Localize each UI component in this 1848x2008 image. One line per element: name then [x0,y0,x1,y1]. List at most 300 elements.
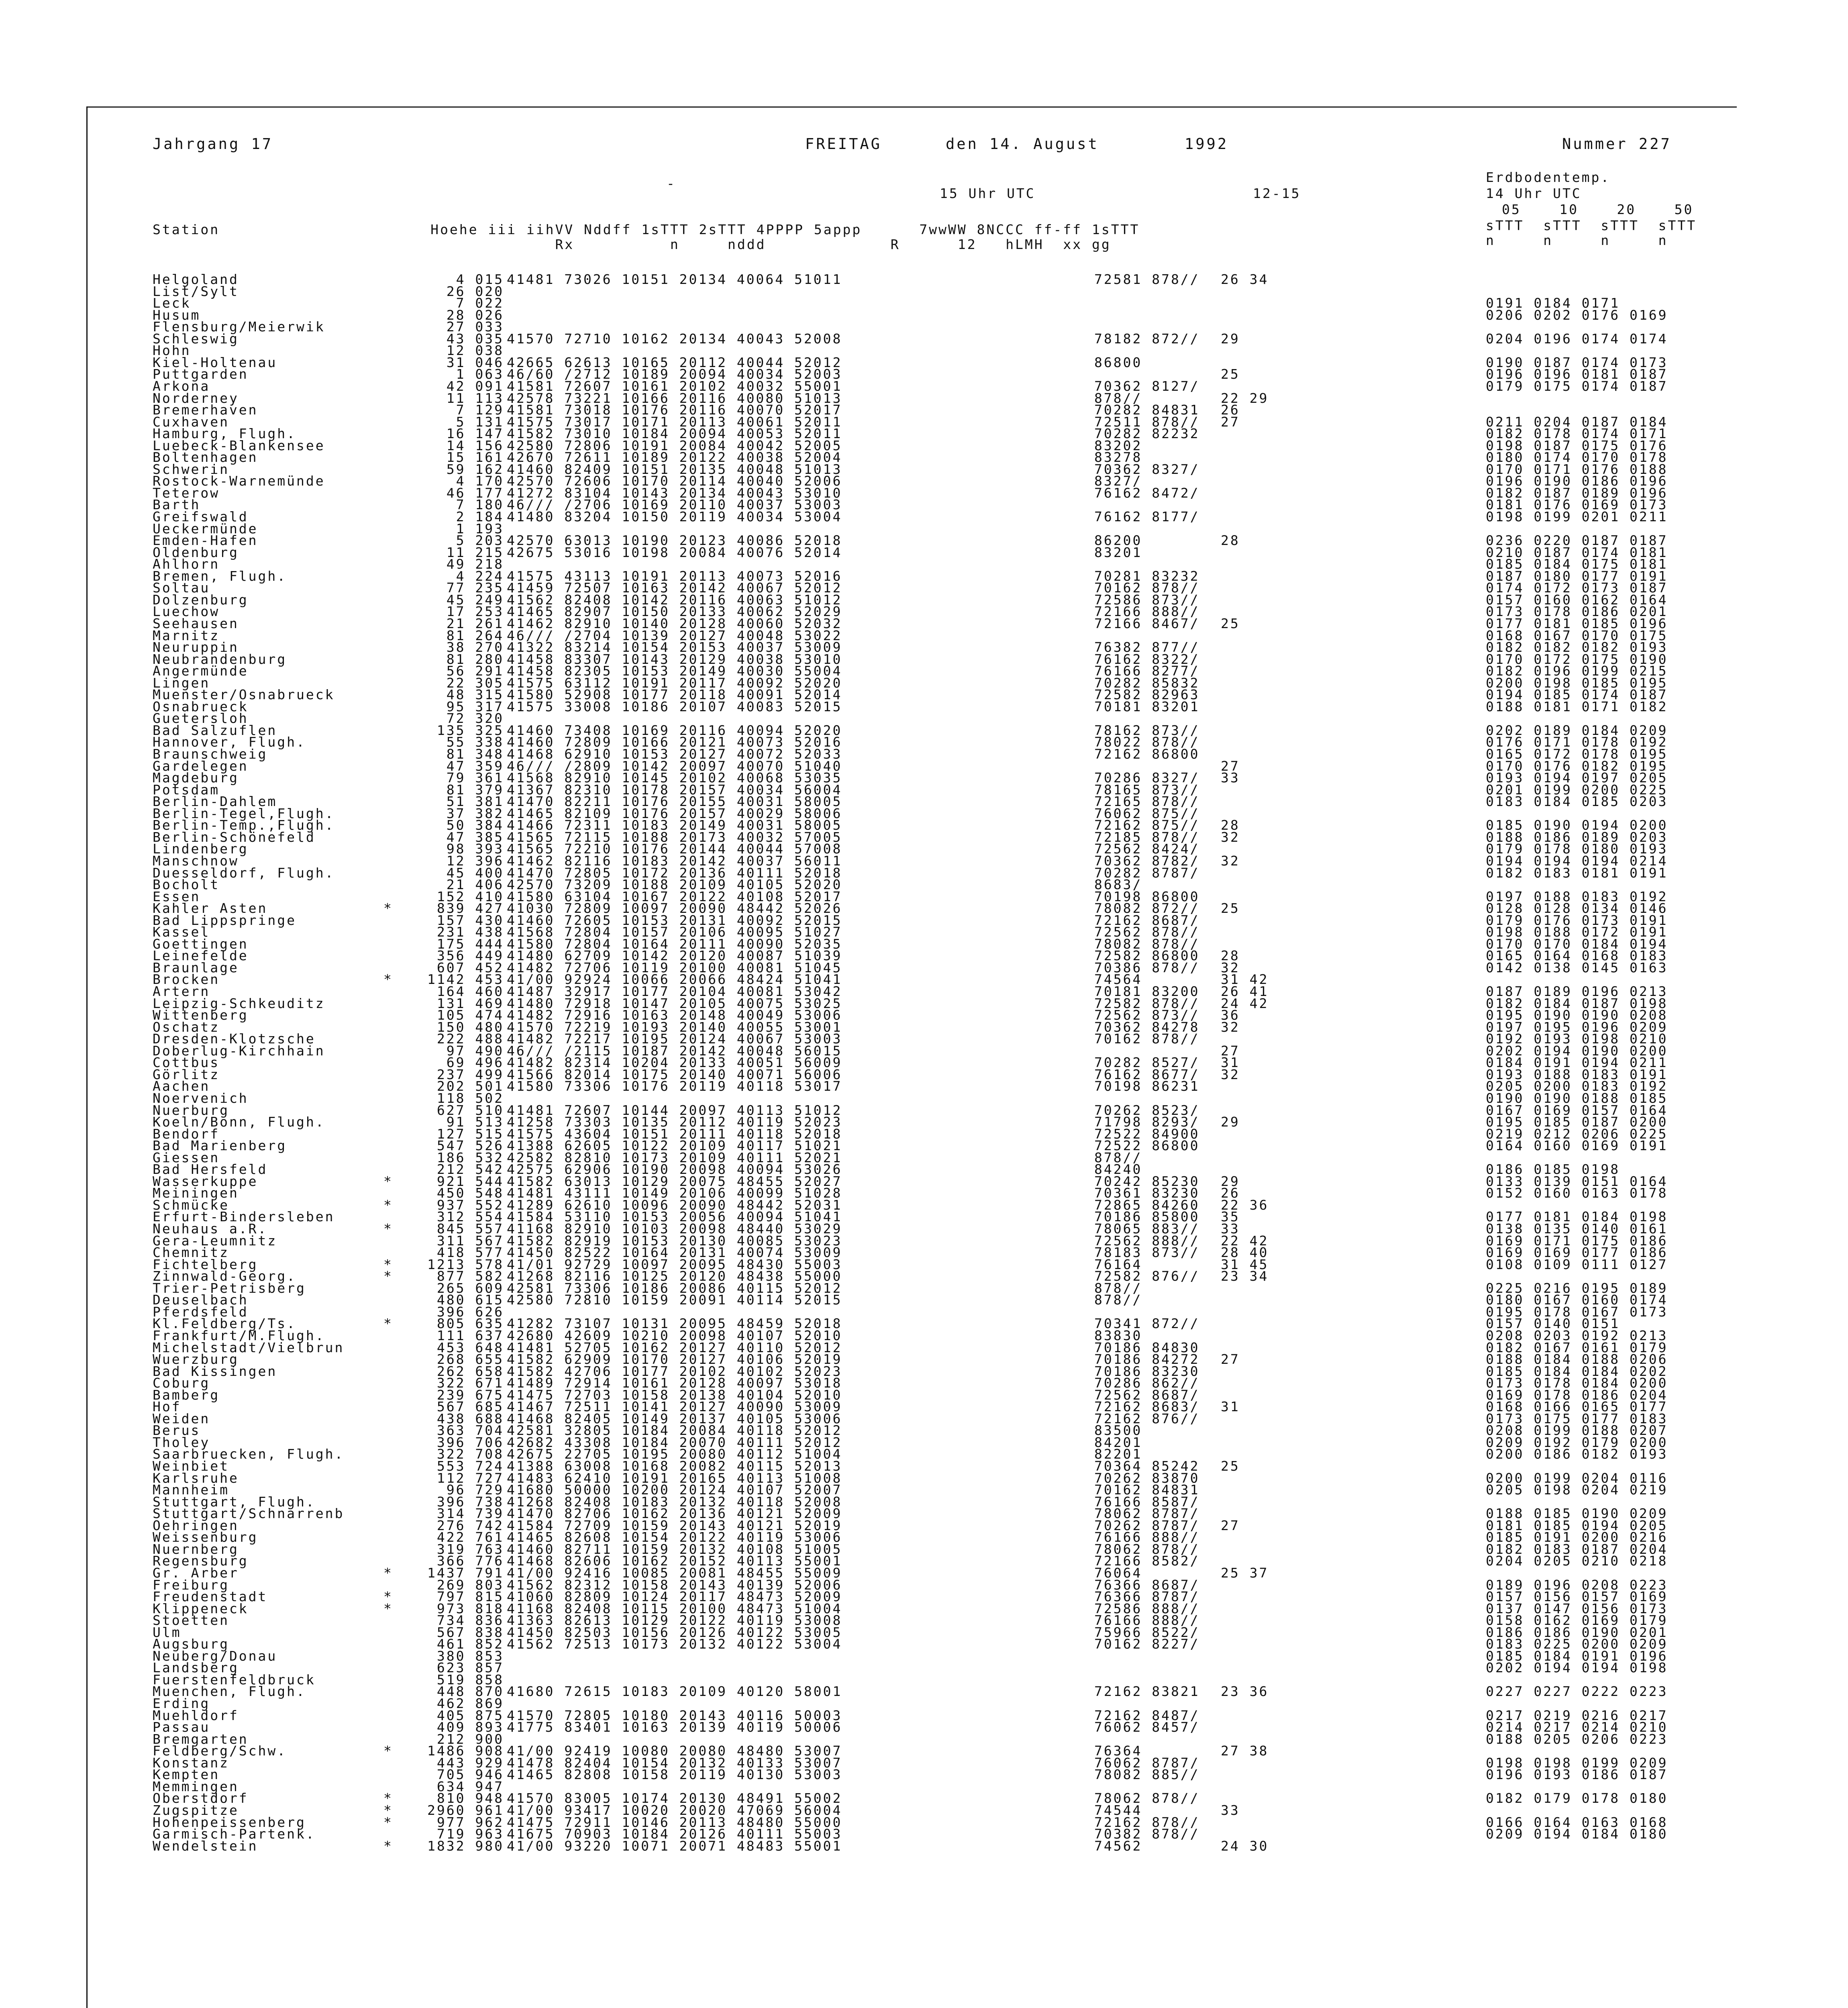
soil-temperatures: 0165 0172 0178 0195 [1486,746,1668,762]
station-name: Weissenburg [153,1529,258,1545]
station-name: Husum [153,307,201,323]
station-name: Bad Salzuflen [153,722,277,738]
station-name: Mannheim [153,1482,229,1498]
station-name: Hamburg, Flugh. [153,426,297,442]
soil-temperatures: 0185 0184 0184 0202 [1486,1363,1668,1379]
station-code: 623 857 [437,1660,504,1676]
station-name: Lindenberg [153,841,249,857]
station-name: Bad Marienberg [153,1138,287,1154]
wind-gusts: 29 [1221,1114,1240,1130]
additional-groups: 70362 8782/ [1094,853,1200,869]
soil-temperatures: 0177 0181 0185 0196 [1486,615,1668,631]
synop-groups: 41480 83204 10150 20119 40034 53004 [507,509,842,524]
synop-groups: 41465 82109 10176 20157 40029 58006 [507,805,842,821]
soil-temperatures: 0179 0178 0180 0193 [1486,841,1668,857]
station-code: 11 113 [446,390,504,406]
soil-temperatures: 0204 0205 0210 0218 [1486,1553,1668,1569]
soil-temperatures: 0179 0176 0173 0191 [1486,912,1668,928]
synop-groups: 41481 73026 10151 20134 40064 51011 [507,271,842,287]
mountain-marker: * [383,1589,393,1605]
soil-temperatures: 0198 0199 0201 0211 [1486,509,1668,524]
synop-groups: 41575 63112 10191 20117 40092 52020 [507,675,842,691]
soil-temperatures: 0225 0216 0195 0189 [1486,1280,1668,1296]
wind-gusts: 32 [1221,853,1240,869]
soil-temperatures: 0200 0198 0185 0195 [1486,675,1668,691]
station-code: 276 742 [437,1517,504,1533]
station-code: 72 320 [446,710,504,726]
time-add: 12-15 [1253,186,1301,201]
synop-groups: 41458 83307 10143 20129 40038 53010 [507,651,842,667]
synop-groups: 42570 72606 10170 20114 40040 52006 [507,473,842,489]
additional-groups: 84201 [1094,1434,1142,1450]
additional-groups: 70162 878// [1094,580,1200,596]
station-code: 977 962 [437,1814,504,1830]
additional-groups: 878// [1094,1292,1142,1308]
station-name: Leinefelde [153,948,249,964]
wind-gusts: 24 30 [1221,1838,1269,1854]
soil-temperatures: 0108 0109 0111 0127 [1486,1256,1668,1272]
synop-groups: 41465 82808 10158 20119 40130 53003 [507,1767,842,1783]
station-name: Stuttgart, Flugh. [153,1494,316,1510]
additional-groups: 72165 878// [1094,794,1200,810]
station-name: Barth [153,497,201,513]
station-code: 157 430 [437,912,504,928]
synop-groups: 41680 72615 10183 20109 40120 58001 [507,1684,842,1700]
wind-gusts: 26 41 [1221,984,1269,999]
station-name: Freiburg [153,1577,229,1593]
soil-temperatures: 0202 0194 0190 0200 [1486,1043,1668,1059]
wind-gusts: 24 42 [1221,995,1269,1011]
synop-groups: 42680 42609 10210 20098 40107 52010 [507,1327,842,1343]
wind-gusts: 23 36 [1221,1684,1269,1700]
station-code: 2960 961 [427,1802,504,1818]
synop-groups: 42581 73306 10186 20086 40115 52012 [507,1280,842,1296]
soil-temperatures: 0186 0186 0190 0201 [1486,1624,1668,1640]
station-code: 396 626 [437,1304,504,1320]
soil-temperatures: 0152 0160 0163 0178 [1486,1185,1668,1201]
station-name: Zinnwald-Georg. [153,1268,297,1284]
station-code: 96 729 [446,1482,504,1498]
synop-groups: 41475 72911 10146 20113 48480 55000 [507,1814,842,1830]
station-name: Pferdsfeld [153,1304,249,1320]
synop-groups: 41466 72311 10183 20149 40031 58005 [507,817,842,833]
additional-groups: 70186 84272 [1094,1351,1200,1367]
station-code: 105 474 [437,1007,504,1023]
station-name: Duesseldorf, Flugh. [153,865,335,881]
station-name: Neuhaus a.R. [153,1221,268,1237]
synop-groups: 41575 43604 10151 20111 40118 52018 [507,1126,842,1142]
station-code: 418 577 [437,1245,504,1261]
station-code: 175 444 [437,936,504,952]
synop-groups: 41470 72805 10172 20136 40111 52018 [507,865,842,881]
additional-groups: 72166 8582/ [1094,1553,1200,1569]
mountain-marker: * [383,1790,393,1806]
additional-groups: 78182 872// [1094,331,1200,347]
wind-gusts: 29 [1221,331,1240,347]
synop-groups: 41575 73017 10171 20113 40061 52011 [507,414,842,430]
additional-groups: 76062 8787/ [1094,1755,1200,1771]
station-code: 547 526 [437,1138,504,1154]
mountain-marker: * [383,1173,393,1189]
soil-temperatures: 0219 0212 0206 0225 [1486,1126,1668,1142]
additional-groups: 72582 878// [1094,995,1200,1011]
soil-temperatures: 0168 0166 0165 0177 [1486,1399,1668,1415]
station-code: 131 469 [437,995,504,1011]
station-name: Luebeck-Blankensee [153,437,325,453]
additional-groups: 70181 83201 [1094,698,1200,714]
soil-temperatures: 0168 0167 0170 0175 [1486,627,1668,643]
station-name: Wittenberg [153,1007,249,1023]
soil-temperatures: 0179 0175 0174 0187 [1486,378,1668,394]
station-name: Lingen [153,675,210,691]
station-name: Hannover, Flugh. [153,734,306,750]
additional-groups: 83202 [1094,437,1142,453]
station-name: Bremen, Flugh. [153,568,287,584]
year-label: 1992 [1185,135,1229,153]
station-name: Weiden [153,1410,210,1426]
additional-groups: 76164 [1094,1256,1142,1272]
synop-groups: 41582 73010 10184 20094 40053 52011 [507,426,842,442]
wind-gusts: 22 36 [1221,1197,1269,1213]
synop-groups: 41462 82116 10183 20142 40037 56011 [507,853,842,869]
additional-groups: 78062 878// [1094,1790,1200,1806]
mountain-marker: * [383,1268,393,1284]
station-code: 47 359 [446,758,504,774]
additional-groups: 74564 [1094,971,1142,988]
wind-gusts: 26 [1221,1185,1240,1201]
soil-temperatures: 0165 0164 0168 0183 [1486,948,1668,964]
additional-groups: 8683/ [1094,877,1142,893]
soil-temperatures: 0184 0191 0194 0211 [1486,1055,1668,1071]
station-code: 973 818 [437,1600,504,1616]
station-code: 239 675 [437,1387,504,1403]
station-code: 422 761 [437,1529,504,1545]
additional-groups: 78065 883// [1094,1221,1200,1237]
station-name: Muehldorf [153,1707,239,1723]
synop-groups: 42670 72611 10189 20122 40038 52004 [507,449,842,465]
synop-groups: 41268 82116 10125 20120 48438 55000 [507,1268,842,1284]
wind-gusts: 32 [1221,959,1240,975]
station-name: Erfurt-Bindersleben [153,1209,335,1225]
issue-number: Nummer 227 [1562,135,1672,153]
station-code: 49 218 [446,556,504,572]
mountain-marker: * [383,1316,393,1332]
station-name: Bocholt [153,877,220,893]
station-name: Görlitz [153,1066,220,1082]
station-code: 12 396 [446,853,504,869]
station-name: Magdeburg [153,770,239,786]
station-code: 91 513 [446,1114,504,1130]
station-code: 81 280 [446,651,504,667]
wind-gusts: 26 [1221,402,1240,418]
station-code: 12 038 [446,343,504,359]
soil-temperatures: 0202 0189 0184 0209 [1486,722,1668,738]
station-name: Bad Kissingen [153,1363,277,1379]
station-code: 127 515 [437,1126,504,1142]
additional-groups: 76162 8177/ [1094,509,1200,524]
additional-groups: 72586 873// [1094,592,1200,608]
soil-temperatures: 0173 0175 0177 0183 [1486,1410,1668,1426]
station-code: 450 548 [437,1185,504,1201]
soil-temperatures: 0182 0184 0187 0198 [1486,995,1668,1011]
station-name: Goettingen [153,936,249,952]
additional-groups: 76166 888// [1094,1529,1200,1545]
station-code: 4 015 [456,271,504,287]
additional-groups: 76162 8322/ [1094,651,1200,667]
additional-groups: 72582 86800 [1094,948,1200,964]
station-code: 453 648 [437,1339,504,1355]
additional-groups: 78165 873// [1094,782,1200,798]
synop-groups: 41582 62909 10170 20127 40106 52019 [507,1351,842,1367]
station-code: 405 875 [437,1707,504,1723]
station-code: 380 853 [437,1648,504,1664]
station-name: Bremgarten [153,1731,249,1747]
wind-gusts: 31 42 [1221,971,1269,988]
station-name: Braunschweig [153,746,268,762]
synop-groups: 41582 42706 10177 20102 40102 52023 [507,1363,842,1379]
soil-temperatures: 0198 0188 0172 0191 [1486,924,1668,940]
synop-groups: 41/00 92416 10085 20081 48455 55009 [507,1565,842,1581]
soil-temperatures: 0209 0194 0184 0180 [1486,1826,1668,1842]
soil-temperatures: 0197 0188 0183 0192 [1486,888,1668,904]
station-name: Gr. Arber [153,1565,239,1581]
station-code: 634 947 [437,1778,504,1794]
wind-gusts: 27 [1221,414,1240,430]
station-code: 553 724 [437,1458,504,1474]
synop-groups: 41282 73107 10131 20095 48459 52018 [507,1316,842,1332]
synop-groups: 41580 52908 10177 20118 40091 52014 [507,687,842,703]
synop-groups: 41168 82408 10115 20100 48473 51004 [507,1600,842,1616]
synop-groups: 46/// /2706 10169 20110 40037 53003 [507,497,842,513]
synop-groups: 41482 72706 10119 20100 40081 51045 [507,959,842,975]
soil-temperatures: 0169 0169 0177 0186 [1486,1245,1668,1261]
station-name: Bamberg [153,1387,220,1403]
additional-groups: 72522 84900 [1094,1126,1200,1142]
additional-groups: 72511 878// [1094,414,1200,430]
station-code: 627 510 [437,1102,504,1118]
soil-temperatures: 0157 0156 0157 0169 [1486,1589,1668,1605]
synop-groups: 41450 82522 10164 20131 40074 53009 [507,1245,842,1261]
additional-groups: 78022 878// [1094,734,1200,750]
additional-groups: 76162 8677/ [1094,1066,1200,1082]
station-code: 59 162 [446,461,504,477]
station-code: 81 348 [446,746,504,762]
synop-groups: 41388 63008 10168 20082 40115 52013 [507,1458,842,1474]
station-code: 77 235 [446,580,504,596]
additional-groups: 83278 [1094,449,1142,465]
synop-groups: 41465 82608 10154 20122 40119 53006 [507,1529,842,1545]
station-code: 314 739 [437,1506,504,1522]
additional-groups: 78082 885// [1094,1767,1200,1783]
synop-groups: 41680 50000 10200 20124 40107 52007 [507,1482,842,1498]
station-code: 311 567 [437,1233,504,1249]
station-name: Berlin-Dahlem [153,794,277,810]
station-name: List/Sylt [153,283,239,299]
station-name: Nuerburg [153,1102,229,1118]
soil-temperatures: 0209 0192 0179 0200 [1486,1434,1668,1450]
station-code: 45 249 [446,592,504,608]
station-code: 734 836 [437,1612,504,1628]
station-code: 118 502 [437,1090,504,1106]
synop-groups: 41480 62709 10142 20120 40087 51039 [507,948,842,964]
station-name: Rostock-Warnemünde [153,473,325,489]
soil-temperatures: 0186 0185 0198 [1486,1161,1620,1177]
station-code: 45 400 [446,865,504,881]
wind-gusts: 31 [1221,1399,1240,1415]
soil-temperatures: 0167 0169 0157 0164 [1486,1102,1668,1118]
additional-groups: 71798 8293/ [1094,1114,1200,1130]
station-code: 322 671 [437,1375,504,1391]
station-code: 50 384 [446,817,504,833]
additional-groups: 70198 86231 [1094,1078,1200,1094]
synop-groups: 41460 82409 10151 20135 40048 51013 [507,461,842,477]
synop-groups: 41450 82503 10156 20126 40122 53005 [507,1624,842,1640]
soil-temperatures: 0196 0196 0181 0187 [1486,366,1668,382]
soil-temperatures: 0181 0185 0194 0205 [1486,1517,1668,1533]
synop-groups: 41388 62605 10122 20109 40117 51021 [507,1138,842,1154]
station-name: Muenchen, Flugh. [153,1684,306,1700]
wind-gusts: 31 45 [1221,1256,1269,1272]
station-code: 186 532 [437,1149,504,1165]
additional-groups: 74562 [1094,1838,1142,1854]
station-name: Marnitz [153,627,220,643]
additional-groups: 76166 8587/ [1094,1494,1200,1510]
soil-temperatures: 0157 0160 0162 0164 [1486,592,1668,608]
soil-temperatures: 0188 0181 0171 0182 [1486,698,1668,714]
soil-temperatures: 0197 0195 0196 0209 [1486,1019,1668,1035]
wind-gusts: 25 [1221,615,1240,631]
station-name: Doberlug-Kirchhain [153,1043,325,1059]
station-name: Dolzenburg [153,592,249,608]
soil-temperatures: 0208 0199 0188 0207 [1486,1422,1668,1439]
station-name: Berlin-Temp.,Flugh. [153,817,335,833]
station-name: Angermünde [153,663,249,679]
station-code: 443 929 [437,1755,504,1771]
additional-groups: 70262 83870 [1094,1470,1200,1486]
station-name: Klippeneck [153,1600,249,1616]
additional-groups: 72185 878// [1094,829,1200,845]
soil-temperatures: 0204 0196 0174 0174 [1486,331,1668,347]
additional-groups: 75966 8522/ [1094,1624,1200,1640]
synop-groups: 41460 72809 10166 20121 40073 52016 [507,734,842,750]
station-name: Berlin-Tegel,Flugh. [153,805,335,821]
soil-temperatures: 0188 0185 0190 0209 [1486,1506,1668,1522]
synop-groups: 41/01 92729 10097 20095 48430 55003 [507,1256,842,1272]
synop-groups: 42570 73209 10188 20109 40105 52020 [507,877,842,893]
soil-temperatures: 0205 0198 0204 0219 [1486,1482,1668,1498]
station-name: Deuselbach [153,1292,249,1308]
station-code: 111 637 [437,1327,504,1343]
additional-groups: 70262 8787/ [1094,1517,1200,1533]
soil-temperatures: 0182 0183 0187 0204 [1486,1541,1668,1557]
synop-groups: 41580 63104 10167 20122 40108 52017 [507,888,842,904]
soil-temperatures: 0180 0174 0170 0178 [1486,449,1668,465]
synop-groups: 41575 33008 10186 20107 40083 52015 [507,698,842,714]
synop-groups: 41168 82910 10103 20098 48440 53029 [507,1221,842,1237]
additional-groups: 70282 8527/ [1094,1055,1200,1071]
station-code: 15 161 [446,449,504,465]
station-name: Leck [153,295,191,311]
mountain-marker: * [383,971,393,988]
additional-groups: 70282 82232 [1094,426,1200,442]
station-code: 135 325 [437,722,504,738]
station-name: Brocken [153,971,220,988]
soil-temperatures: 0236 0220 0187 0187 [1486,533,1668,549]
station-code: 363 704 [437,1422,504,1439]
synop-groups: 41568 72804 10157 20106 40095 51027 [507,924,842,940]
station-code: 1486 908 [427,1743,504,1759]
additional-groups: 70282 85832 [1094,675,1200,691]
soil-temperatures: 0200 0199 0204 0116 [1486,1470,1668,1486]
synop-groups: 41582 63013 10129 20075 48455 52027 [507,1173,842,1189]
station-code: 42 091 [446,378,504,394]
synop-groups: 41570 83005 10174 20130 48491 55002 [507,1790,842,1806]
synop-groups: 41481 52705 10162 20127 40110 52012 [507,1339,842,1355]
additional-groups: 70242 85230 [1094,1173,1200,1189]
additional-groups: 72522 86800 [1094,1138,1200,1154]
synop-groups: 41562 72513 10173 20132 40122 53004 [507,1636,842,1652]
station-name: Stoetten [153,1612,229,1628]
column-header-line2: Rx n nddd R 12 hLMH xx gg [153,237,1111,252]
wind-gusts: 25 [1221,1458,1240,1474]
soil-temperatures: 0138 0135 0140 0161 [1486,1221,1668,1237]
additional-groups: 70286 862// [1094,1375,1200,1391]
station-code: 921 544 [437,1173,504,1189]
synop-groups: 41268 82408 10183 20132 40118 52008 [507,1494,842,1510]
synop-groups: 42665 62613 10165 20112 40044 52012 [507,354,842,370]
station-name: Wuerzburg [153,1351,239,1367]
station-code: 845 557 [437,1221,504,1237]
synop-groups: 42578 73221 10166 20116 40080 51013 [507,390,842,406]
station-code: 262 658 [437,1363,504,1379]
soil-temperatures: 0133 0139 0151 0164 [1486,1173,1668,1189]
station-name: Hohn [153,343,191,359]
mountain-marker: * [383,900,393,916]
station-name: Kempten [153,1767,220,1783]
station-name: Potsdam [153,782,220,798]
station-code: 38 270 [446,639,504,655]
soil-temperatures: 0185 0190 0194 0200 [1486,817,1668,833]
station-code: 567 685 [437,1399,504,1415]
synop-groups: 46/// /2704 10139 20127 40048 53022 [507,627,842,643]
station-name: Puttgarden [153,366,249,382]
additional-groups: 72166 8467/ [1094,615,1200,631]
station-name: Trier-Petrisberg [153,1280,306,1296]
station-name: Teterow [153,485,220,501]
station-name: Aachen [153,1078,210,1094]
station-name: Cottbus [153,1055,220,1071]
soil-header-line1: sTTT sTTT sTTT sTTT [1486,218,1697,233]
synop-groups: 41483 62410 10191 20165 40113 51008 [507,1470,842,1486]
station-code: 5 203 [456,533,504,549]
station-name: Neubrandenburg [153,651,287,667]
wind-gusts: 27 38 [1221,1743,1269,1759]
station-name: Erding [153,1696,210,1711]
additional-groups: 70162 8227/ [1094,1636,1200,1652]
synop-groups: 41/00 93417 10020 20020 47069 56004 [507,1802,842,1818]
station-name: Weinbiet [153,1458,229,1474]
station-code: 567 838 [437,1624,504,1640]
synop-groups: 42581 32805 10184 20084 40118 52012 [507,1422,842,1439]
additional-groups: 83201 [1094,544,1142,560]
wind-gusts: 33 [1221,770,1240,786]
station-name: Oldenburg [153,544,239,560]
synop-groups: 41/00 93220 10071 20071 48483 55001 [507,1838,842,1854]
station-name: Bad Lippspringe [153,912,297,928]
column-header-line1: Station Hoehe iii iihVV Nddff 1sTTT 2sTTT 4PPPP 5appp 7wwWW 8NCCC ff-ff 1sTTT [153,222,1140,237]
additional-groups: 70181 83200 [1094,984,1200,999]
soil-temperatures: 0173 0178 0186 0201 [1486,604,1668,620]
